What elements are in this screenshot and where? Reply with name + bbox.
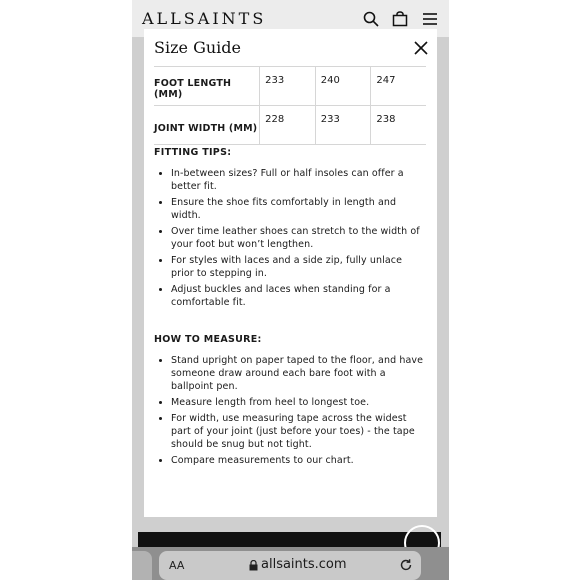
table-row [154, 106, 426, 145]
bag-icon[interactable] [392, 11, 408, 27]
list-item: • For width, use measuring tape across the widest part of your joint (just before your toes) - the tape should be snug but not tight. [171, 412, 426, 451]
list-item: • In-between sizes? Full or half insoles can offer a better fit. [171, 167, 426, 193]
url-text[interactable]: allsaints.com [261, 557, 347, 572]
url-field[interactable] [159, 551, 421, 580]
size-guide-modal [144, 29, 437, 517]
close-icon[interactable] [414, 41, 428, 55]
table-cell: 228 [260, 106, 316, 145]
table-cell: 233 [315, 106, 371, 145]
reload-icon[interactable] [399, 558, 413, 572]
table-row [154, 67, 426, 106]
browser-address-bar [132, 547, 449, 580]
fitting-tips-list [154, 167, 426, 309]
previous-tab[interactable] [132, 551, 152, 580]
fitting-tips-section [154, 147, 426, 312]
menu-icon[interactable] [422, 11, 438, 27]
section-heading: FITTING TIPS: [154, 147, 232, 158]
modal-title: Size Guide [154, 38, 241, 57]
phone-screen [132, 0, 449, 580]
list-item: • Over time leather shoes can stretch to the width of your foot but won’t lengthen. [171, 225, 426, 251]
section-heading: HOW TO MEASURE: [154, 334, 262, 345]
text-size-button[interactable]: AA [169, 559, 185, 572]
table-cell: 247 [371, 67, 426, 106]
size-table [154, 66, 426, 145]
table-cell: 233 [260, 67, 316, 106]
table-cell: 238 [371, 106, 426, 145]
table-cell: 240 [315, 67, 371, 106]
list-item: • Measure length from heel to longest toe. [171, 396, 426, 409]
list-item: • Stand upright on paper taped to the floor, and have someone draw around each bare foot with a ballpoint pen. [171, 354, 426, 393]
search-icon[interactable] [363, 11, 379, 27]
how-to-measure-section [154, 334, 426, 470]
list-item: • Compare measurements to our chart. [171, 454, 426, 467]
row-label: FOOT LENGTH (MM) [154, 67, 260, 106]
list-item: • Ensure the shoe fits comfortably in length and width. [171, 196, 426, 222]
list-item: • Adjust buckles and laces when standing for a comfortable fit. [171, 283, 426, 309]
how-to-measure-list [154, 354, 426, 467]
lock-icon [249, 560, 258, 571]
list-item: • For styles with laces and a side zip, fully unlace prior to stepping in. [171, 254, 426, 280]
row-label: JOINT WIDTH (MM) [154, 106, 260, 145]
brand-logo[interactable]: ALLSAINTS [142, 9, 267, 28]
